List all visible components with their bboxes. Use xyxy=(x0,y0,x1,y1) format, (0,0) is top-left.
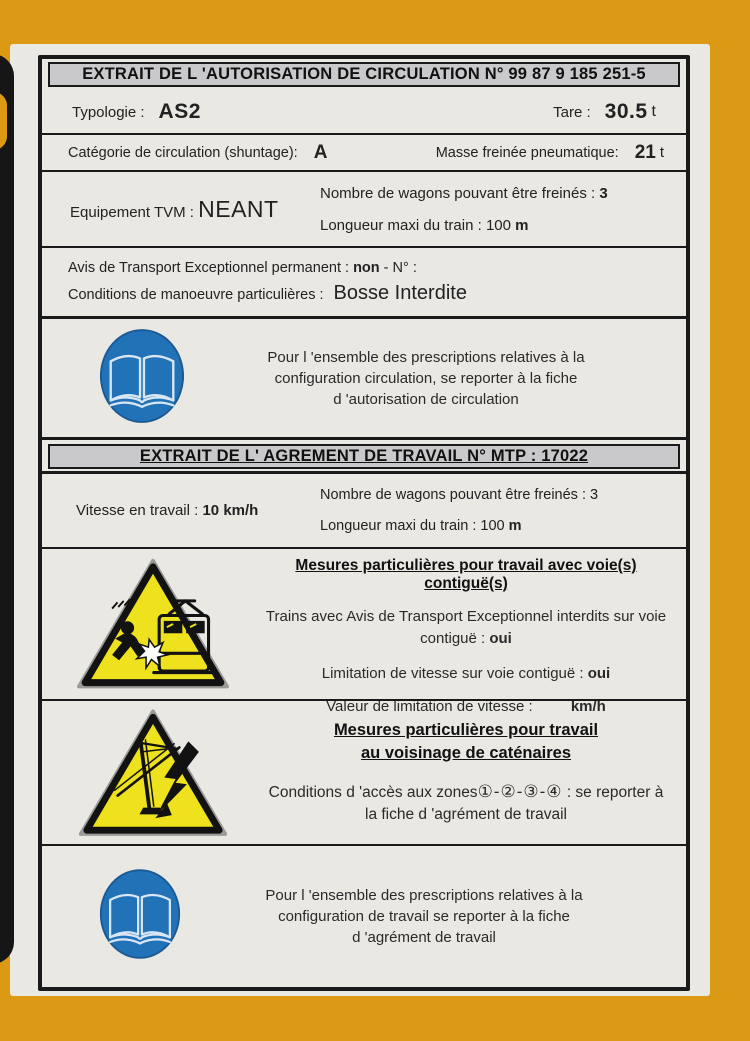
ate-suffix: - N° : xyxy=(383,259,417,276)
train-collision-warning-icon xyxy=(42,549,264,699)
tvm-value: NEANT xyxy=(198,195,279,222)
note-line: Pour l 'ensemble des prescriptions relatives à la xyxy=(267,348,585,366)
zones-suffix: : se reporter à la fiche d 'agrément de travail xyxy=(365,784,664,823)
voie-contigue-ate-line xyxy=(264,606,668,650)
catenaires-heading-line2: au voisinage de caténaires xyxy=(360,744,571,762)
wagons-line xyxy=(320,185,608,202)
longueur-label: Longueur maxi du train : xyxy=(320,216,482,234)
wagons-value: 3 xyxy=(590,487,599,503)
longueur-unit: m xyxy=(508,518,522,534)
limitation-label: Limitation de vitesse sur voie contiguë : xyxy=(321,665,584,682)
circulation-header-bar xyxy=(48,62,680,87)
ate-line xyxy=(68,260,686,276)
vitesse-label: Vitesse en travail : xyxy=(76,502,199,519)
zones-prefix: Conditions d 'accès aux zones xyxy=(268,784,478,801)
categorie-value: A xyxy=(313,141,328,163)
note-line: configuration circulation, se reporter à la fiche xyxy=(274,369,578,387)
travail-note-text xyxy=(182,885,686,948)
manoeuvre-line xyxy=(68,282,686,305)
catenary-electrocution-warning-icon xyxy=(42,701,264,844)
voie-contigue-content xyxy=(264,549,686,715)
train-limits xyxy=(320,185,608,234)
limitation-line xyxy=(264,665,668,682)
masse-value: 21 xyxy=(634,141,656,163)
note-line: configuration de travail se reporter à la fiche xyxy=(278,908,570,925)
catenaires-content xyxy=(264,701,686,844)
wagons-label: Nombre de wagons pouvant être freinés : xyxy=(320,184,596,202)
wagons-label: Nombre de wagons pouvant être freinés : xyxy=(320,487,586,503)
note-line: d 'agrément de travail xyxy=(352,929,496,946)
travail-train-limits xyxy=(320,487,598,534)
adjacent-sign-frame xyxy=(0,54,14,964)
open-book-icon xyxy=(98,867,182,966)
tvm-equipment xyxy=(42,196,320,223)
circulation-note-row xyxy=(42,319,686,440)
masse-unit: t xyxy=(659,144,664,161)
tare-value: 30.5 xyxy=(604,100,648,123)
valeur-value: km/h xyxy=(570,698,606,715)
voie-contigue-heading: Mesures particulières pour travail avec voie(s) contiguë(s) xyxy=(295,557,637,592)
ate-value: non xyxy=(353,259,380,276)
longueur-line xyxy=(320,217,608,234)
vitesse-value: 10 km/h xyxy=(202,502,259,519)
travail-header-bar xyxy=(48,444,680,469)
manoeuvre-value: Bosse Interdite xyxy=(333,281,467,304)
longueur-line xyxy=(320,518,598,534)
travail-note-row xyxy=(42,844,686,987)
wagons-value: 3 xyxy=(599,184,608,202)
valeur-label: Valeur de limitation de vitesse : xyxy=(326,698,533,715)
catenaires-section xyxy=(42,699,686,844)
vitesse-row xyxy=(42,471,686,549)
longueur-value: 100 xyxy=(485,216,511,234)
limitation-value: oui xyxy=(587,665,611,682)
adjacent-sign-interior xyxy=(0,92,7,150)
categorie-masse-row xyxy=(42,135,686,172)
zone-number-icons: ①-②-③-④ xyxy=(477,782,563,801)
authorization-placard xyxy=(38,55,690,991)
travail-header-text: EXTRAIT DE L' AGREMENT DE TRAVAIL N° MTP : 17022 xyxy=(139,447,589,465)
manoeuvre-label: Conditions de manoeuvre particulières : xyxy=(68,286,324,303)
catenaires-body xyxy=(264,781,668,826)
catenaires-heading-line1: Mesures particulières pour travail xyxy=(333,721,599,739)
avis-conditions-row xyxy=(42,248,686,319)
voie-ate-text: Trains avec Avis de Transport Exceptionnel interdits sur voie contiguë : xyxy=(265,608,667,647)
typologie-label: Typologie : xyxy=(72,103,145,121)
categorie-label: Catégorie de circulation (shuntage): xyxy=(68,144,298,161)
tvm-label: Equipement TVM : xyxy=(70,203,194,221)
catenaires-heading xyxy=(264,719,668,765)
voie-contigue-section xyxy=(42,549,686,715)
circulation-note-text xyxy=(186,347,686,410)
note-line: Pour l 'ensemble des prescriptions relatives à la xyxy=(265,887,583,904)
tvm-wagons-row xyxy=(42,172,686,248)
masse-label: Masse freinée pneumatique: xyxy=(435,144,619,161)
longueur-unit: m xyxy=(515,216,529,234)
longueur-value: 100 xyxy=(480,518,505,534)
note-line: d 'autorisation de circulation xyxy=(333,390,519,408)
wagons-line xyxy=(320,487,598,503)
circulation-header-text: EXTRAIT DE L 'AUTORISATION DE CIRCULATION N° 99 87 9 185 251-5 xyxy=(82,65,646,83)
ate-label: Avis de Transport Exceptionnel permanent : xyxy=(68,259,350,276)
open-book-icon xyxy=(98,327,186,430)
typologie-value: AS2 xyxy=(158,100,201,123)
tare-unit: t xyxy=(651,103,656,120)
vitesse-field xyxy=(42,502,320,519)
typologie-tare-row xyxy=(42,91,686,135)
tare-label: Tare : xyxy=(553,103,591,121)
voie-ate-value: oui xyxy=(489,630,512,647)
longueur-label: Longueur maxi du train : xyxy=(320,518,477,534)
